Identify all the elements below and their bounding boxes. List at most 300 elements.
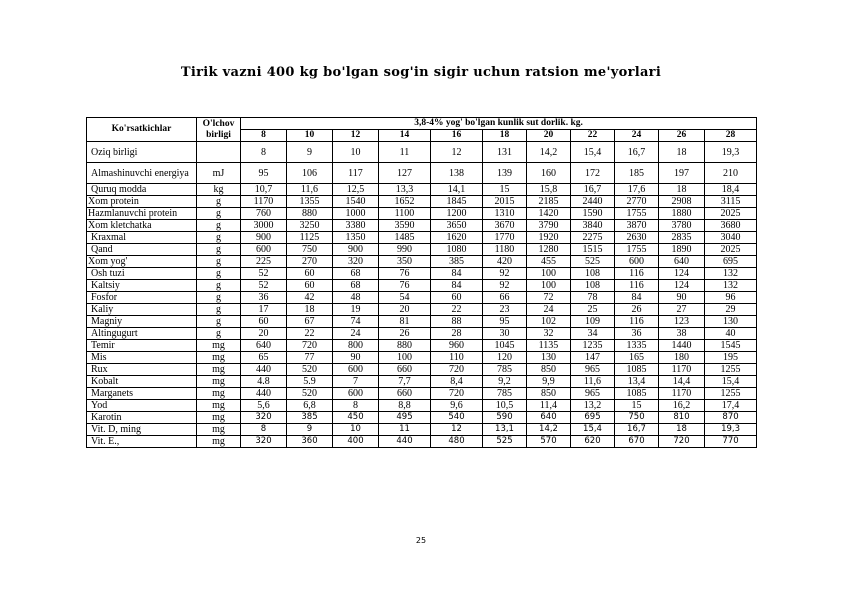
table-cell: 11 bbox=[379, 142, 431, 163]
table-cell: 132 bbox=[705, 268, 757, 280]
table-cell: 3590 bbox=[379, 220, 431, 232]
column-header-yield: 8 bbox=[241, 130, 287, 142]
table-cell: 1420 bbox=[527, 208, 571, 220]
table-cell: 74 bbox=[333, 316, 379, 328]
table-cell: 147 bbox=[571, 352, 615, 364]
table-row bbox=[87, 316, 757, 328]
row-unit: mg bbox=[197, 364, 241, 376]
row-indicator-name: Vit. E., bbox=[87, 436, 197, 448]
table-cell: 124 bbox=[659, 268, 705, 280]
table-cell: 32 bbox=[527, 328, 571, 340]
table-cell: 29 bbox=[705, 304, 757, 316]
table-cell: 570 bbox=[527, 436, 571, 448]
table-cell: 22 bbox=[431, 304, 483, 316]
table-cell: 1620 bbox=[431, 232, 483, 244]
table-cell: 1000 bbox=[333, 208, 379, 220]
column-header-yield: 14 bbox=[379, 130, 431, 142]
table-cell: 90 bbox=[659, 292, 705, 304]
table-cell: 1180 bbox=[483, 244, 527, 256]
row-unit: g bbox=[197, 256, 241, 268]
table-cell: 3670 bbox=[483, 220, 527, 232]
table-cell: 90 bbox=[333, 352, 379, 364]
table-row bbox=[87, 412, 757, 424]
table-cell: 750 bbox=[615, 412, 659, 424]
table-cell: 172 bbox=[571, 163, 615, 184]
table-cell: 1255 bbox=[705, 364, 757, 376]
table-cell: 60 bbox=[287, 268, 333, 280]
table-cell: 100 bbox=[379, 352, 431, 364]
table-cell: 19 bbox=[333, 304, 379, 316]
table-cell: 440 bbox=[241, 388, 287, 400]
table-cell: 13,3 bbox=[379, 184, 431, 196]
table-cell: 77 bbox=[287, 352, 333, 364]
table-cell: 600 bbox=[333, 364, 379, 376]
table-cell: 110 bbox=[431, 352, 483, 364]
table-row bbox=[87, 196, 757, 208]
table-cell: 1170 bbox=[659, 364, 705, 376]
table-cell: 270 bbox=[287, 256, 333, 268]
table-cell: 160 bbox=[527, 163, 571, 184]
table-row bbox=[87, 376, 757, 388]
table-cell: 14,1 bbox=[431, 184, 483, 196]
table-cell: 12 bbox=[431, 142, 483, 163]
row-unit: g bbox=[197, 196, 241, 208]
row-indicator-name: Kaliy bbox=[87, 304, 197, 316]
column-header-yield: 16 bbox=[431, 130, 483, 142]
table-cell: 1200 bbox=[431, 208, 483, 220]
row-unit: mg bbox=[197, 376, 241, 388]
table-cell: 3780 bbox=[659, 220, 705, 232]
row-indicator-name: Yod bbox=[87, 400, 197, 412]
table-cell: 92 bbox=[483, 280, 527, 292]
table-cell: 52 bbox=[241, 268, 287, 280]
table-cell: 84 bbox=[431, 268, 483, 280]
table-cell: 27 bbox=[659, 304, 705, 316]
row-indicator-name: Mis bbox=[87, 352, 197, 364]
table-cell: 495 bbox=[379, 412, 431, 424]
table-cell: 1590 bbox=[571, 208, 615, 220]
table-cell: 15 bbox=[615, 400, 659, 412]
table-cell: 66 bbox=[483, 292, 527, 304]
row-indicator-name: Altingugurt bbox=[87, 328, 197, 340]
table-cell: 19,3 bbox=[705, 142, 757, 163]
table-row bbox=[87, 142, 757, 163]
table-row bbox=[87, 163, 757, 184]
table-cell: 2440 bbox=[571, 196, 615, 208]
table-cell: 13,2 bbox=[571, 400, 615, 412]
table-cell: 1255 bbox=[705, 388, 757, 400]
table-cell: 350 bbox=[379, 256, 431, 268]
table-row bbox=[87, 232, 757, 244]
table-cell: 4.8 bbox=[241, 376, 287, 388]
table-cell: 520 bbox=[287, 364, 333, 376]
row-unit: mg bbox=[197, 352, 241, 364]
table-cell: 600 bbox=[333, 388, 379, 400]
table-cell: 5.9 bbox=[287, 376, 333, 388]
table-row bbox=[87, 220, 757, 232]
table-cell: 120 bbox=[483, 352, 527, 364]
table-cell: 9,2 bbox=[483, 376, 527, 388]
table-cell: 22 bbox=[287, 328, 333, 340]
table-cell: 900 bbox=[241, 232, 287, 244]
table-cell: 600 bbox=[241, 244, 287, 256]
table-cell: 19,3 bbox=[705, 424, 757, 436]
table-cell: 720 bbox=[287, 340, 333, 352]
table-cell: 785 bbox=[483, 388, 527, 400]
table-cell: 14,4 bbox=[659, 376, 705, 388]
row-indicator-name: Vit. D, ming bbox=[87, 424, 197, 436]
table-row bbox=[87, 328, 757, 340]
table-cell: 440 bbox=[379, 436, 431, 448]
table-cell: 9,9 bbox=[527, 376, 571, 388]
table-cell: 24 bbox=[527, 304, 571, 316]
table-cell: 14,2 bbox=[527, 424, 571, 436]
table-cell: 210 bbox=[705, 163, 757, 184]
table-cell: 28 bbox=[431, 328, 483, 340]
table-cell: 1170 bbox=[659, 388, 705, 400]
table-cell: 420 bbox=[483, 256, 527, 268]
table-cell: 14,2 bbox=[527, 142, 571, 163]
table-cell: 15,4 bbox=[571, 142, 615, 163]
table-cell: 16,7 bbox=[571, 184, 615, 196]
table-cell: 76 bbox=[379, 268, 431, 280]
table-cell: 8 bbox=[241, 424, 287, 436]
table-cell: 23 bbox=[483, 304, 527, 316]
table-cell: 8,4 bbox=[431, 376, 483, 388]
row-indicator-name: Qand bbox=[87, 244, 197, 256]
table-cell: 139 bbox=[483, 163, 527, 184]
table-cell: 100 bbox=[527, 268, 571, 280]
column-header-yield: 20 bbox=[527, 130, 571, 142]
table-cell: 720 bbox=[431, 364, 483, 376]
table-cell: 320 bbox=[333, 256, 379, 268]
table-cell: 320 bbox=[241, 412, 287, 424]
table-cell: 1652 bbox=[379, 196, 431, 208]
table-cell: 95 bbox=[483, 316, 527, 328]
column-header-yield-group: 3,8-4% yog' bo'lgan kunlik sut dorlik. kg. bbox=[241, 118, 757, 130]
table-cell: 88 bbox=[431, 316, 483, 328]
row-indicator-name: Xom kletchatka bbox=[87, 220, 197, 232]
table-cell: 106 bbox=[287, 163, 333, 184]
table-cell: 78 bbox=[571, 292, 615, 304]
table-cell: 850 bbox=[527, 364, 571, 376]
table-cell: 640 bbox=[527, 412, 571, 424]
table-cell: 20 bbox=[241, 328, 287, 340]
table-cell: 620 bbox=[571, 436, 615, 448]
row-unit: g bbox=[197, 304, 241, 316]
table-cell: 48 bbox=[333, 292, 379, 304]
table-cell: 132 bbox=[705, 280, 757, 292]
ration-table bbox=[86, 117, 757, 448]
table-cell: 15,4 bbox=[571, 424, 615, 436]
table-cell: 17,6 bbox=[615, 184, 659, 196]
table-row bbox=[87, 364, 757, 376]
table-cell: 180 bbox=[659, 352, 705, 364]
table-cell: 42 bbox=[287, 292, 333, 304]
table-cell: 3790 bbox=[527, 220, 571, 232]
row-indicator-name: Kaltsiy bbox=[87, 280, 197, 292]
row-indicator-name: Marganets bbox=[87, 388, 197, 400]
table-cell: 36 bbox=[241, 292, 287, 304]
row-indicator-name: Magniy bbox=[87, 316, 197, 328]
table-cell: 16,7 bbox=[615, 424, 659, 436]
table-cell: 195 bbox=[705, 352, 757, 364]
table-cell: 2025 bbox=[705, 208, 757, 220]
table-cell: 24 bbox=[333, 328, 379, 340]
table-cell: 6,8 bbox=[287, 400, 333, 412]
table-cell: 108 bbox=[571, 268, 615, 280]
table-cell: 695 bbox=[705, 256, 757, 268]
table-cell: 9,6 bbox=[431, 400, 483, 412]
table-cell: 760 bbox=[241, 208, 287, 220]
table-cell: 1770 bbox=[483, 232, 527, 244]
table-cell: 54 bbox=[379, 292, 431, 304]
table-cell: 10,7 bbox=[241, 184, 287, 196]
table-cell: 60 bbox=[241, 316, 287, 328]
table-cell: 81 bbox=[379, 316, 431, 328]
table-row bbox=[87, 268, 757, 280]
table-row bbox=[87, 304, 757, 316]
table-cell: 400 bbox=[333, 436, 379, 448]
table-cell: 5,6 bbox=[241, 400, 287, 412]
table-cell: 3650 bbox=[431, 220, 483, 232]
table-cell: 60 bbox=[431, 292, 483, 304]
table-row bbox=[87, 292, 757, 304]
header-row-top bbox=[87, 118, 757, 130]
table-row bbox=[87, 388, 757, 400]
table-cell: 1350 bbox=[333, 232, 379, 244]
row-unit: g bbox=[197, 316, 241, 328]
table-cell: 1310 bbox=[483, 208, 527, 220]
table-cell: 965 bbox=[571, 388, 615, 400]
column-header-yield: 28 bbox=[705, 130, 757, 142]
table-cell: 2908 bbox=[659, 196, 705, 208]
table-cell: 3250 bbox=[287, 220, 333, 232]
table-cell: 11 bbox=[379, 424, 431, 436]
table-cell: 540 bbox=[431, 412, 483, 424]
table-cell: 52 bbox=[241, 280, 287, 292]
table-cell: 116 bbox=[615, 268, 659, 280]
table-cell: 1845 bbox=[431, 196, 483, 208]
row-indicator-name: Oziq birligi bbox=[87, 142, 197, 163]
row-indicator-name: Fosfor bbox=[87, 292, 197, 304]
row-unit: g bbox=[197, 220, 241, 232]
table-cell: 900 bbox=[333, 244, 379, 256]
table-cell: 12 bbox=[431, 424, 483, 436]
table-cell: 16,2 bbox=[659, 400, 705, 412]
table-cell: 18,4 bbox=[705, 184, 757, 196]
table-cell: 525 bbox=[483, 436, 527, 448]
table-cell: 109 bbox=[571, 316, 615, 328]
table-cell: 720 bbox=[659, 436, 705, 448]
table-cell: 95 bbox=[241, 163, 287, 184]
column-header-unit: O'lchov birligi bbox=[197, 118, 241, 142]
table-cell: 10,5 bbox=[483, 400, 527, 412]
table-cell: 880 bbox=[287, 208, 333, 220]
table-cell: 92 bbox=[483, 268, 527, 280]
table-cell: 1280 bbox=[527, 244, 571, 256]
table-cell: 131 bbox=[483, 142, 527, 163]
table-cell: 225 bbox=[241, 256, 287, 268]
table-cell: 1235 bbox=[571, 340, 615, 352]
table-cell: 30 bbox=[483, 328, 527, 340]
row-unit: g bbox=[197, 280, 241, 292]
table-cell: 15,8 bbox=[527, 184, 571, 196]
table-cell: 640 bbox=[241, 340, 287, 352]
table-cell: 25 bbox=[571, 304, 615, 316]
table-cell: 660 bbox=[379, 364, 431, 376]
table-cell: 1440 bbox=[659, 340, 705, 352]
table-cell: 12,5 bbox=[333, 184, 379, 196]
table-cell: 13,4 bbox=[615, 376, 659, 388]
table-cell: 11,6 bbox=[287, 184, 333, 196]
table-cell: 84 bbox=[615, 292, 659, 304]
row-unit: g bbox=[197, 292, 241, 304]
table-cell: 990 bbox=[379, 244, 431, 256]
table-cell: 590 bbox=[483, 412, 527, 424]
table-cell: 15 bbox=[483, 184, 527, 196]
table-cell: 1170 bbox=[241, 196, 287, 208]
table-cell: 15,4 bbox=[705, 376, 757, 388]
table-cell: 36 bbox=[615, 328, 659, 340]
table-cell: 40 bbox=[705, 328, 757, 340]
table-row bbox=[87, 244, 757, 256]
table-cell: 785 bbox=[483, 364, 527, 376]
table-cell: 11,6 bbox=[571, 376, 615, 388]
table-cell: 750 bbox=[287, 244, 333, 256]
table-cell: 65 bbox=[241, 352, 287, 364]
table-row bbox=[87, 352, 757, 364]
table-cell: 100 bbox=[527, 280, 571, 292]
table-cell: 123 bbox=[659, 316, 705, 328]
table-cell: 440 bbox=[241, 364, 287, 376]
table-cell: 117 bbox=[333, 163, 379, 184]
table-cell: 2015 bbox=[483, 196, 527, 208]
table-cell: 26 bbox=[379, 328, 431, 340]
table-cell: 124 bbox=[659, 280, 705, 292]
column-header-yield: 12 bbox=[333, 130, 379, 142]
table-cell: 2630 bbox=[615, 232, 659, 244]
table-cell: 7,7 bbox=[379, 376, 431, 388]
table-cell: 9 bbox=[287, 424, 333, 436]
table-cell: 695 bbox=[571, 412, 615, 424]
column-header-yield: 26 bbox=[659, 130, 705, 142]
table-cell: 455 bbox=[527, 256, 571, 268]
table-cell: 3115 bbox=[705, 196, 757, 208]
table-cell: 17,4 bbox=[705, 400, 757, 412]
table-cell: 11,4 bbox=[527, 400, 571, 412]
table-cell: 1540 bbox=[333, 196, 379, 208]
table-cell: 96 bbox=[705, 292, 757, 304]
table-cell: 2025 bbox=[705, 244, 757, 256]
table-cell: 3040 bbox=[705, 232, 757, 244]
table-cell: 18 bbox=[287, 304, 333, 316]
page-number: 25 bbox=[415, 536, 427, 545]
table-cell: 450 bbox=[333, 412, 379, 424]
row-unit: mg bbox=[197, 424, 241, 436]
row-indicator-name: Karotin bbox=[87, 412, 197, 424]
table-cell: 76 bbox=[379, 280, 431, 292]
table-cell: 2185 bbox=[527, 196, 571, 208]
column-header-yield: 10 bbox=[287, 130, 333, 142]
table-cell: 17 bbox=[241, 304, 287, 316]
row-unit bbox=[197, 142, 241, 163]
table-cell: 108 bbox=[571, 280, 615, 292]
table-cell: 770 bbox=[705, 436, 757, 448]
table-cell: 72 bbox=[527, 292, 571, 304]
column-header-yield: 18 bbox=[483, 130, 527, 142]
row-indicator-name: Kobalt bbox=[87, 376, 197, 388]
table-cell: 600 bbox=[615, 256, 659, 268]
table-cell: 8,8 bbox=[379, 400, 431, 412]
table-cell: 9 bbox=[287, 142, 333, 163]
row-unit: g bbox=[197, 244, 241, 256]
table-cell: 8 bbox=[241, 142, 287, 163]
row-indicator-name: Hazmlanuvchi protein bbox=[87, 208, 197, 220]
table-cell: 1485 bbox=[379, 232, 431, 244]
page-title: Tirik vazni 400 kg bo'lgan sog'in sigir uchun ratsion me'yorlari bbox=[180, 65, 662, 80]
table-cell: 670 bbox=[615, 436, 659, 448]
row-indicator-name: Temir bbox=[87, 340, 197, 352]
row-unit: mg bbox=[197, 412, 241, 424]
row-indicator-name: Rux bbox=[87, 364, 197, 376]
row-unit: g bbox=[197, 328, 241, 340]
table-cell: 320 bbox=[241, 436, 287, 448]
table-cell: 18 bbox=[659, 184, 705, 196]
column-header-yield: 24 bbox=[615, 130, 659, 142]
table-cell: 34 bbox=[571, 328, 615, 340]
row-unit: mJ bbox=[197, 163, 241, 184]
table-row bbox=[87, 208, 757, 220]
table-cell: 130 bbox=[527, 352, 571, 364]
row-indicator-name: Osh tuzi bbox=[87, 268, 197, 280]
table-cell: 720 bbox=[431, 388, 483, 400]
table-row bbox=[87, 400, 757, 412]
table-cell: 16,7 bbox=[615, 142, 659, 163]
table-cell: 26 bbox=[615, 304, 659, 316]
table-cell: 1755 bbox=[615, 208, 659, 220]
table-cell: 197 bbox=[659, 163, 705, 184]
table-cell: 965 bbox=[571, 364, 615, 376]
table-cell: 2770 bbox=[615, 196, 659, 208]
table-cell: 360 bbox=[287, 436, 333, 448]
table-cell: 7 bbox=[333, 376, 379, 388]
table-cell: 165 bbox=[615, 352, 659, 364]
table-cell: 116 bbox=[615, 316, 659, 328]
table-cell: 10 bbox=[333, 424, 379, 436]
table-cell: 1135 bbox=[527, 340, 571, 352]
table-cell: 102 bbox=[527, 316, 571, 328]
table-cell: 810 bbox=[659, 412, 705, 424]
table-cell: 1080 bbox=[431, 244, 483, 256]
table-cell: 800 bbox=[333, 340, 379, 352]
table-cell: 68 bbox=[333, 268, 379, 280]
table-cell: 1890 bbox=[659, 244, 705, 256]
table-cell: 1125 bbox=[287, 232, 333, 244]
table-cell: 385 bbox=[431, 256, 483, 268]
row-unit: mg bbox=[197, 436, 241, 448]
table-cell: 116 bbox=[615, 280, 659, 292]
column-header-indicator: Ko'rsatkichlar bbox=[87, 118, 197, 142]
table-cell: 18 bbox=[659, 142, 705, 163]
table-cell: 1085 bbox=[615, 364, 659, 376]
table-cell: 1515 bbox=[571, 244, 615, 256]
table-cell: 1045 bbox=[483, 340, 527, 352]
table-cell: 960 bbox=[431, 340, 483, 352]
table-cell: 18 bbox=[659, 424, 705, 436]
table-row bbox=[87, 340, 757, 352]
table-cell: 3870 bbox=[615, 220, 659, 232]
